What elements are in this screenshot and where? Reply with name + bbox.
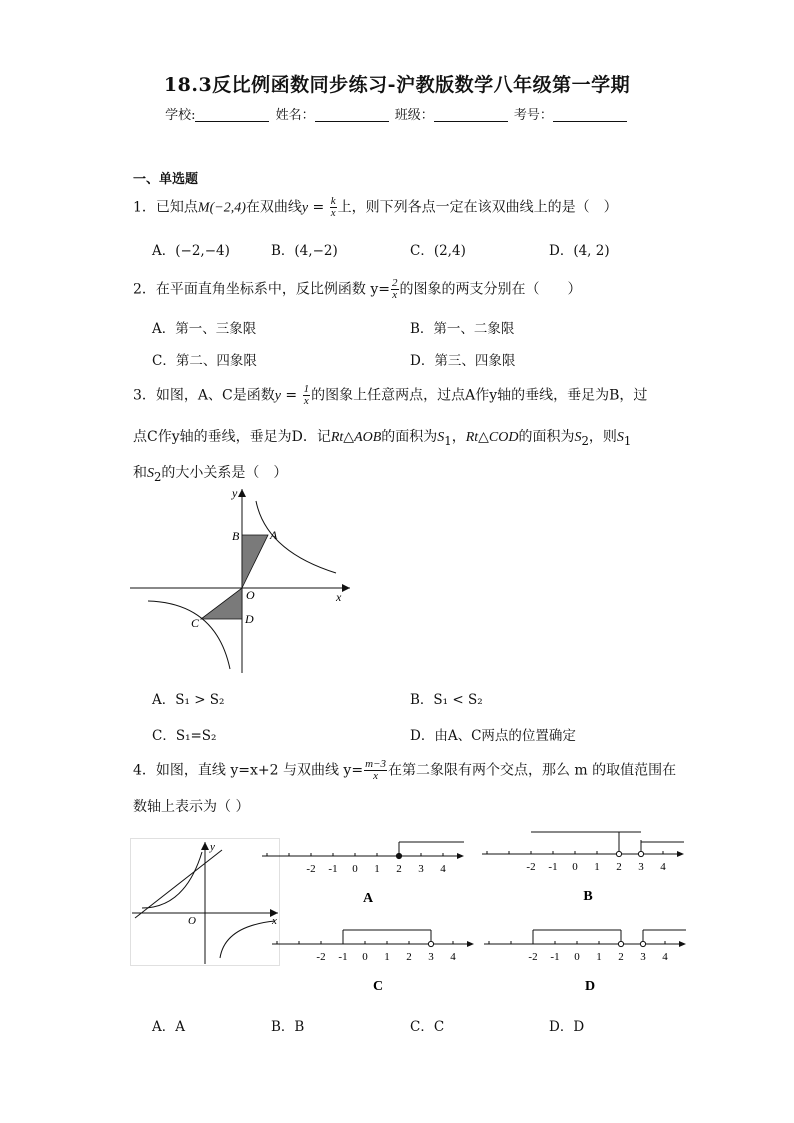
q3-curve-q1 xyxy=(256,501,336,573)
q3-numerator: 1 xyxy=(303,383,310,395)
school-label: 学校: xyxy=(165,108,196,123)
q3-line2-d: 的面积为 xyxy=(518,429,575,445)
tick-label: -1 xyxy=(338,951,348,963)
q4-option-c[interactable]: C．C xyxy=(410,1019,445,1035)
tick-label: -2 xyxy=(316,951,326,963)
q3-rt-cod: Rt△COD xyxy=(465,430,519,445)
q1-fraction xyxy=(330,196,337,219)
q1-coords: (−2,4) xyxy=(209,200,246,216)
q1-option-c[interactable]: C．(2,4) xyxy=(410,243,466,259)
q3-option-d[interactable]: D．由A、C两点的位置确定 xyxy=(410,728,576,744)
tick-label: 2 xyxy=(618,951,624,963)
question-3-line-3 xyxy=(133,462,287,484)
q4-label-o: O xyxy=(188,915,196,927)
q2-text-pre: 2．在平面直角坐标系中，反比例函数 y= xyxy=(133,281,390,298)
q3-line2-c: ， xyxy=(451,429,466,445)
choice-label: A xyxy=(362,891,374,906)
q4-curve-q4 xyxy=(220,921,275,958)
q3-line2-e: ，则 xyxy=(588,429,617,445)
q2-option-c[interactable]: C．第二、四象限 xyxy=(152,353,257,369)
question-2 xyxy=(133,278,582,301)
q3-x-arrow xyxy=(342,584,350,592)
q2-option-a[interactable]: A．第一、三象限 xyxy=(152,321,257,337)
tick-label: 4 xyxy=(660,861,666,873)
q1-option-d[interactable]: D．(4, 2) xyxy=(549,243,610,259)
tick-label: 2 xyxy=(616,861,622,873)
q4-fraction xyxy=(364,759,387,782)
q3-option-c[interactable]: C．S₁=S₂ xyxy=(152,728,217,744)
q3-s2b-sub: 2 xyxy=(154,469,162,484)
q4-y-arrow xyxy=(201,842,209,850)
q3-y: y xyxy=(274,388,281,404)
q1-numerator: k xyxy=(330,195,336,207)
q4-option-b[interactable]: B．B xyxy=(271,1019,305,1035)
axis-arrow xyxy=(677,851,684,857)
q2-denominator: x xyxy=(392,289,398,301)
q4-option-a[interactable]: A．A xyxy=(152,1019,185,1035)
q3-label-o: O xyxy=(246,588,255,602)
tick-label: -2 xyxy=(528,951,538,963)
q3-label-c: C xyxy=(191,616,200,630)
q3-s1b-sub: 1 xyxy=(623,433,632,448)
open-dot xyxy=(640,941,645,946)
q3-fraction xyxy=(303,384,311,407)
q3-s2-sub: 2 xyxy=(581,433,589,448)
tick-label: 1 xyxy=(374,863,380,875)
q3-s1-sub: 1 xyxy=(444,433,452,448)
tick-label: 0 xyxy=(362,951,368,963)
closed-dot xyxy=(396,853,401,858)
q4-text-post: 在第二象限有两个交点，那么 m 的取值范围在 xyxy=(387,762,677,779)
q3-line2-a: 点C作y轴的垂线，垂足为D．记 xyxy=(133,429,331,445)
q3-text-post: 的图象上任意两点，过点A作y轴的垂线，垂足为B，过 xyxy=(311,387,648,404)
q2-option-d[interactable]: D．第三、四象限 xyxy=(410,353,516,369)
open-dot xyxy=(428,941,433,946)
q4-text-pre: 4．如图，直线 y=x+2 与双曲线 y= xyxy=(133,762,364,779)
q1-text-pre: 1．已知点 xyxy=(133,199,198,216)
tick-label: 1 xyxy=(384,951,390,963)
choice-label: D xyxy=(584,979,596,994)
q4-denominator: x xyxy=(373,770,378,782)
student-info-line xyxy=(0,104,794,123)
tick-label: 1 xyxy=(596,951,602,963)
q1-option-b[interactable]: B．(4,−2) xyxy=(271,243,338,259)
tick-label: 1 xyxy=(594,861,600,873)
q2-option-b[interactable]: B．第一、二象限 xyxy=(410,321,515,337)
q3-y-arrow xyxy=(238,489,246,497)
axis-arrow xyxy=(457,853,464,859)
school-blank[interactable] xyxy=(195,108,269,122)
open-dot xyxy=(638,851,643,856)
tick-label: 2 xyxy=(396,863,402,875)
q3-line2-b: 的面积为 xyxy=(381,429,438,445)
number-line-a-axis xyxy=(262,842,464,906)
number-line-c[interactable] xyxy=(268,916,478,998)
q3-rt-aob: Rt△AOB xyxy=(330,430,382,445)
name-blank[interactable] xyxy=(315,108,389,122)
q2-text-post: 的图象的两支分别在（ ） xyxy=(399,281,582,298)
number-blank[interactable] xyxy=(553,108,627,122)
q1-eq: = xyxy=(308,199,329,216)
tick-label: 2 xyxy=(406,951,412,963)
q2-numerator: 2 xyxy=(392,277,398,289)
q3-s2: S xyxy=(574,430,582,445)
q1-y: y xyxy=(301,200,309,216)
q4-option-d[interactable]: D．D xyxy=(549,1019,585,1035)
axis-arrow xyxy=(467,941,474,947)
q3-denominator: x xyxy=(303,395,309,407)
number-line-d-axis xyxy=(484,930,686,994)
number-label: 考号： xyxy=(513,108,553,123)
q3-label-a: A xyxy=(270,528,278,542)
q1-text-mid: 在双曲线 xyxy=(245,199,302,216)
q3-label-y: y xyxy=(232,486,238,500)
open-dot xyxy=(616,851,621,856)
class-label: 班级： xyxy=(394,108,434,123)
number-line-d[interactable] xyxy=(480,916,690,998)
tick-label: 4 xyxy=(450,951,456,963)
q4-curve-q2 xyxy=(142,852,202,908)
question-3-line-1 xyxy=(133,384,647,407)
question-1 xyxy=(133,196,618,219)
question-3-line-2 xyxy=(133,426,631,448)
q4-label-y: y xyxy=(210,841,215,853)
number-line-a[interactable] xyxy=(258,828,468,910)
choice-label: C xyxy=(372,979,384,994)
q3-line3-a: 和 xyxy=(133,465,147,481)
tick-label: 4 xyxy=(662,951,668,963)
axis-arrow xyxy=(679,941,686,947)
q4-label-x: x xyxy=(272,915,277,927)
q3-line3-b: 的大小关系是（ ） xyxy=(161,465,288,481)
q3-label-x: x xyxy=(336,590,342,604)
question-4-line-1 xyxy=(133,759,676,782)
q3-triangle-aob xyxy=(242,535,268,588)
q3-s1: S xyxy=(437,430,445,445)
q3-eq: = xyxy=(280,387,302,404)
q3-option-b[interactable]: B．S₁ < S₂ xyxy=(410,692,483,708)
q3-s2b: S xyxy=(147,466,154,481)
class-blank[interactable] xyxy=(434,108,508,122)
q1-text-post: 上，则下列各点一定在该双曲线上的是（ ） xyxy=(337,199,618,216)
tick-label: 0 xyxy=(572,861,578,873)
tick-label: -2 xyxy=(526,861,536,873)
q3-triangle-cod xyxy=(201,588,242,619)
number-line-b[interactable] xyxy=(478,826,688,908)
tick-label: 0 xyxy=(574,951,580,963)
tick-label: -1 xyxy=(550,951,560,963)
page-title: 18.3反比例函数同步练习-沪教版数学八年级第一学期 xyxy=(163,74,631,96)
tick-label: -1 xyxy=(328,863,338,875)
q1-point: M xyxy=(197,200,210,216)
q2-fraction xyxy=(391,278,399,301)
open-dot xyxy=(618,941,623,946)
choice-label: B xyxy=(583,889,593,904)
tick-label: 3 xyxy=(638,861,644,873)
number-line-c-axis xyxy=(272,930,474,994)
tick-label: 3 xyxy=(418,863,424,875)
q3-label-b: B xyxy=(232,529,240,543)
number-line-b-axis xyxy=(482,832,684,904)
question-4-line-2: 数轴上表示为（ ） xyxy=(133,799,250,815)
name-label: 姓名： xyxy=(275,108,315,123)
q1-option-a[interactable]: A．(−2,−4) xyxy=(152,243,230,259)
q3-text-pre: 3．如图，A、C是函数 xyxy=(133,387,275,404)
tick-label: 0 xyxy=(352,863,358,875)
tick-label: -1 xyxy=(548,861,558,873)
q3-s1b: S xyxy=(616,430,624,445)
q3-label-d: D xyxy=(245,612,254,626)
q3-option-a[interactable]: A．S₁ > S₂ xyxy=(152,692,225,708)
q4-numerator: m−3 xyxy=(365,758,386,770)
q3-hyperbola-figure xyxy=(128,483,358,675)
tick-label: 4 xyxy=(440,863,446,875)
q1-denominator: x xyxy=(330,207,336,219)
section-heading: 一、单选题 xyxy=(133,172,199,187)
tick-label: -2 xyxy=(306,863,316,875)
tick-label: 3 xyxy=(640,951,646,963)
tick-label: 3 xyxy=(428,951,434,963)
